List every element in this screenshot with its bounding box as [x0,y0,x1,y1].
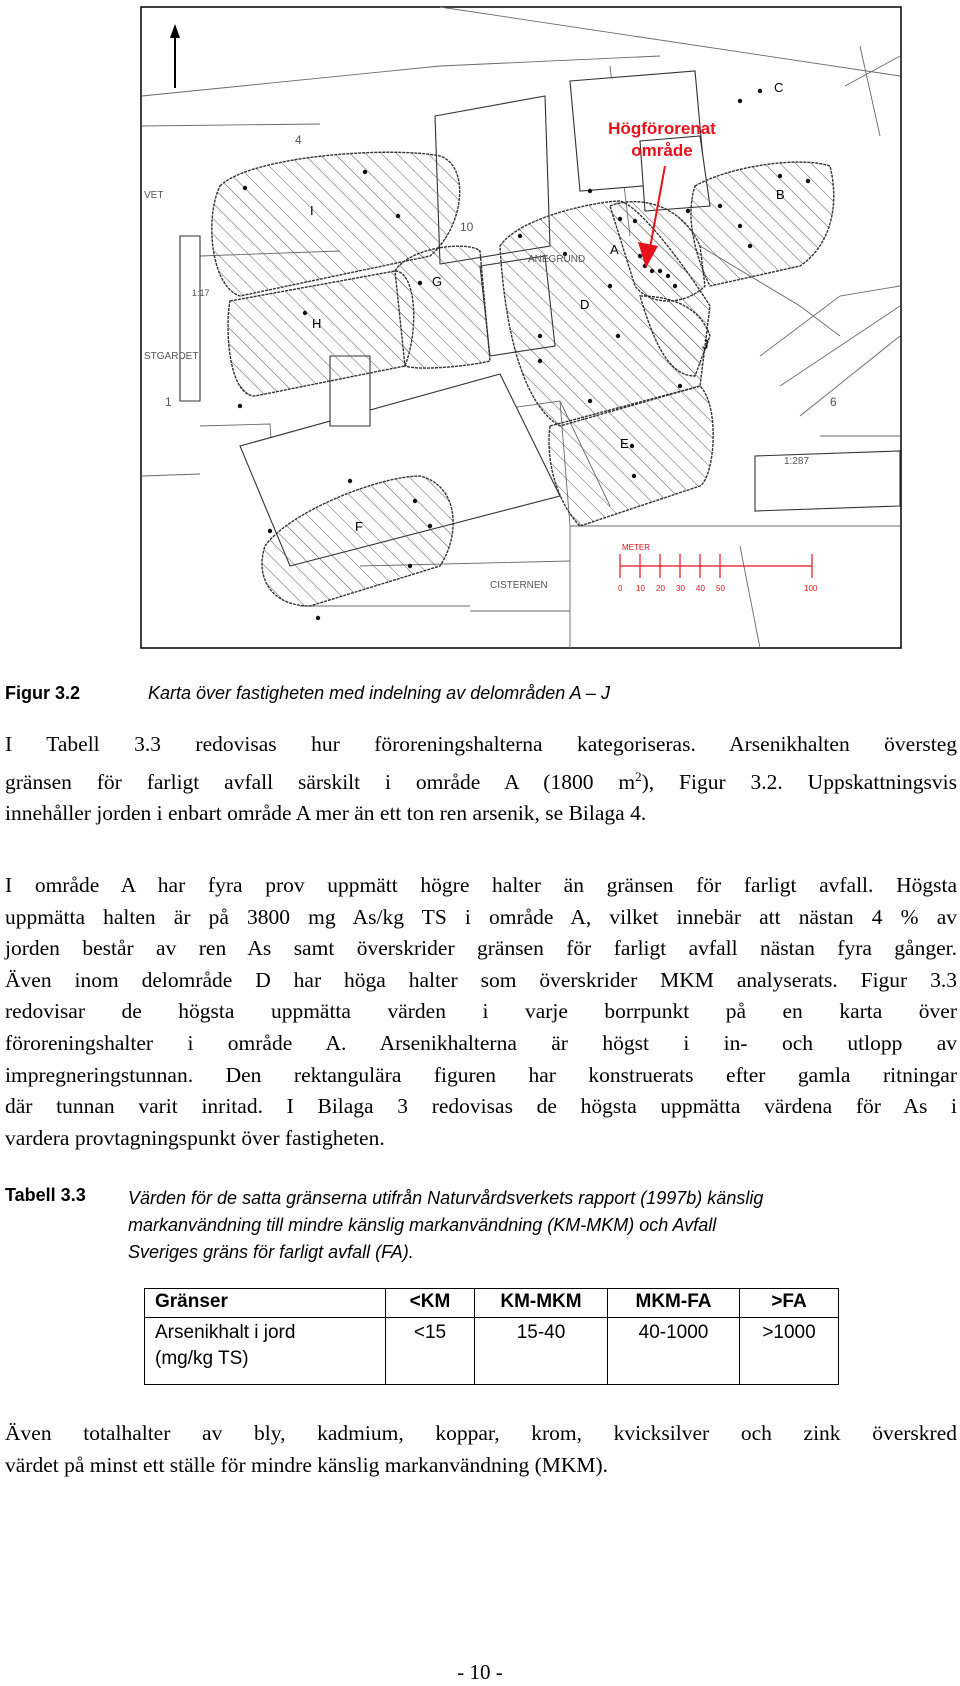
row-label-line-2: (mg/kg TS) [155,1348,249,1369]
scale-tick-50: 50 [716,584,725,593]
paragraph-2-line: uppmätta halten är på 3800 mg As/kg TS i område A, vilket innebär att nästan 4 % av [5,904,957,929]
ref-1-17: 1:17 [192,288,210,298]
figure-number: Figur 3.2 [5,683,81,703]
table-header-cell: Gränser [145,1289,386,1318]
paragraph-2-line: föroreningshalter i område A. Arsenikhalterna är högst i in- och utlopp av [5,1030,957,1055]
table-header-cell: >FA [740,1289,839,1318]
table-cell: >1000 [740,1318,839,1385]
lot-number-1: 1 [165,395,172,409]
paragraph-1-line-3: innehåller jorden i enbart område A mer än ett ton ren arsenik, se Bilaga 4. [5,801,647,826]
paragraph-3 [5,1418,957,1481]
area-G-outline [395,246,490,368]
street-label-cisternen: CISTERNEN [490,580,548,591]
callout-line-2: område [631,141,693,160]
table-number: Tabell 3.3 [5,1185,86,1205]
table-caption-line: Sveriges gräns för farligt avfall (FA). [128,1242,414,1262]
table-header-row [145,1289,839,1318]
scale-unit: METER [622,543,650,552]
paragraph-2-line: impregneringstunnan. Den rektangulära figuren har konstruerats efter gamla ritningar [5,1062,957,1087]
table-row-label [145,1318,386,1385]
table-header-cell: MKM-FA [608,1289,740,1318]
paragraph-2-line: där tunnan varit inritad. I Bilaga 3 redovisas de högsta uppmätta värdena för As i [5,1094,957,1119]
paragraph-2-line: vardera provtagningspunkt över fastigheten. [5,1125,385,1150]
area-label-G: G [432,274,443,289]
lot-number-4: 4 [295,133,302,147]
ref-vet: VET [144,190,164,201]
area-label-H: H [312,316,322,331]
table-cell: <15 [386,1318,475,1385]
paragraph-3-line-2: värdet på minst ett ställe för mindre känslig markanvändning (MKM). [5,1452,609,1477]
table-cell: 15-40 [475,1318,608,1385]
scale-tick-30: 30 [676,584,685,593]
paragraph-2 [5,870,957,1154]
paragraph-2-line: I område A har fyra prov uppmätt högre halter än gränsen för farligt avfall. Högsta [5,873,957,897]
lot-number-6: 6 [830,395,837,409]
street-label-anegrund: ANEGRUND [528,254,586,265]
table-row [145,1318,839,1385]
superscript-2: 2 [635,768,642,784]
line-2-a: gränsen för farligt avfall särskilt i område A (1800 m [5,769,636,794]
table-cell: 40-1000 [608,1318,740,1385]
scale-tick-40: 40 [696,584,705,593]
area-label-C: C [774,80,784,95]
area-label-E: E [620,436,629,451]
site-map-figure [140,6,902,649]
lot-number-10: 10 [460,220,474,234]
area-label-A: A [610,242,619,257]
row-label-line-1: Arsenikhalt i jord [155,1322,296,1343]
area-label-F: F [355,519,363,534]
ref-1-287: 1:287 [784,456,810,467]
scale-tick-100: 100 [804,584,818,593]
paragraph-2-line: redovisar de högsta uppmätta värden i varje borrpunkt på en karta över [5,999,957,1024]
table-caption-line: Värden för de satta gränserna utifrån Naturvårdsverkets rapport (1997b) känslig [128,1188,764,1208]
area-label-B: B [776,187,785,202]
paragraph-1-line-2 [5,761,957,799]
table-header-cell: KM-MKM [475,1289,608,1318]
paragraph-1-line-1: I Tabell 3.3 redovisas hur föroreningshalterna kategoriseras. Arsenikhalten översteg [5,732,957,756]
table-caption-text [128,1185,948,1266]
area-label-J: J [702,337,709,352]
scale-tick-0: 0 [618,584,623,593]
table-caption-line: markanvändning till mindre känslig markanvändning (KM-MKM) och Avfall [128,1215,717,1235]
callout-line-1: Högförorenat [608,119,716,138]
area-label-I: I [310,203,314,218]
page-number: - 10 - [457,1660,503,1684]
line-2-b: ), Figur 3.2. Uppskattningsvis [641,769,957,794]
scale-tick-10: 10 [636,584,645,593]
figure-caption-text: Karta över fastigheten med indelning av delområden A – J [148,683,610,703]
paragraph-2-line: jorden består av ren As samt överskrider gränsen för farligt avfall nästan fyra gånger. [5,936,957,961]
paragraph-1 [5,729,957,830]
scale-tick-20: 20 [656,584,665,593]
area-label-D: D [580,297,590,312]
paragraph-2-line: Även inom delområde D har höga halter som överskrider MKM analyserats. Figur 3.3 [5,967,957,992]
street-label-stgardet: STGARDET [144,351,199,362]
limits-table [144,1288,839,1385]
paragraph-3-line-1: Även totalhalter av bly, kadmium, koppar, krom, kvicksilver och zink överskred [5,1421,957,1445]
table-header-cell: <KM [386,1289,475,1318]
